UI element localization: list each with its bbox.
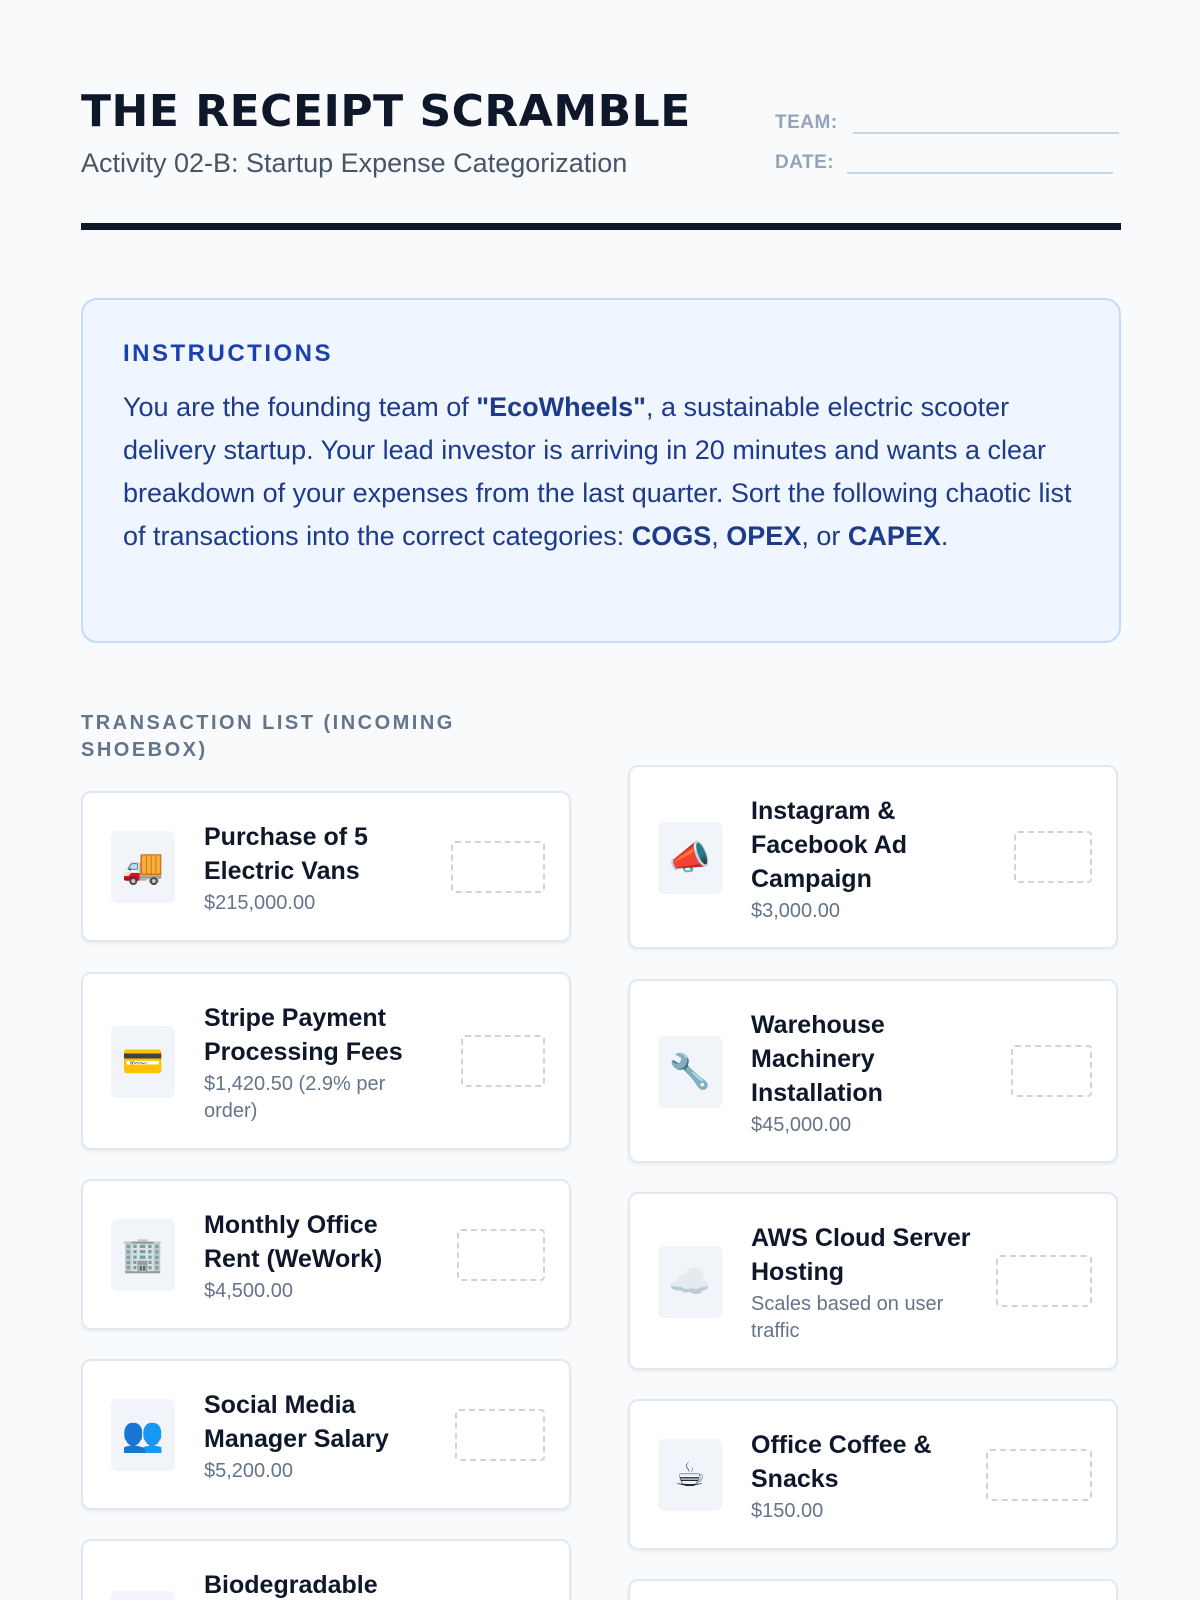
team-label: TEAM: bbox=[775, 112, 838, 133]
category-opex: OPEX bbox=[726, 521, 802, 551]
category-cogs: COGS bbox=[631, 521, 712, 551]
category-drop-slot[interactable] bbox=[457, 1229, 545, 1281]
delivery-van-icon: 🚚 bbox=[111, 831, 175, 903]
category-drop-slot[interactable] bbox=[996, 1255, 1092, 1307]
transaction-card[interactable] bbox=[628, 765, 1118, 949]
transaction-amount: $1,420.50 (2.9% per order) bbox=[204, 1073, 386, 1122]
credit-card-icon: 💳 bbox=[111, 1026, 175, 1098]
date-input-line[interactable] bbox=[847, 150, 1113, 174]
header-divider bbox=[81, 223, 1121, 230]
transaction-name: Warehouse Machinery Installation bbox=[751, 1011, 885, 1107]
date-label: DATE: bbox=[775, 152, 835, 173]
transaction-card[interactable] bbox=[628, 979, 1118, 1163]
transaction-card[interactable] bbox=[628, 1192, 1118, 1370]
category-drop-slot[interactable] bbox=[455, 1409, 545, 1461]
transaction-amount: $215,000.00 bbox=[204, 892, 316, 914]
transaction-card[interactable] bbox=[81, 1359, 571, 1510]
transaction-amount: $4,500.00 bbox=[204, 1280, 293, 1302]
wrench-icon: 🔧 bbox=[658, 1036, 722, 1108]
transaction-name: Instagram & Facebook Ad Campaign bbox=[751, 797, 908, 893]
transaction-name: Biodegradable bbox=[204, 1571, 378, 1599]
transaction-list-label: TRANSACTION LIST (INCOMING SHOEBOX) bbox=[81, 712, 455, 761]
company-name: "EcoWheels" bbox=[476, 392, 646, 422]
transaction-name: Stripe Payment Processing Fees bbox=[204, 1004, 403, 1066]
transaction-amount: $150.00 bbox=[751, 1500, 824, 1522]
package-icon bbox=[111, 1591, 175, 1600]
transaction-name: Monthly Office Rent (WeWork) bbox=[204, 1211, 383, 1273]
category-drop-slot[interactable] bbox=[1011, 1045, 1092, 1097]
transaction-card[interactable] bbox=[628, 1399, 1118, 1550]
instructions-title: INSTRUCTIONS bbox=[123, 340, 333, 367]
cloud-icon: ☁️ bbox=[658, 1246, 722, 1318]
office-building-icon: 🏢 bbox=[111, 1219, 175, 1291]
transaction-amount: $45,000.00 bbox=[751, 1114, 852, 1136]
page-title: THE RECEIPT SCRAMBLE bbox=[81, 86, 691, 137]
transaction-name: Purchase of 5 Electric Vans bbox=[204, 823, 368, 885]
transaction-amount: Scales based on user traffic bbox=[751, 1293, 944, 1342]
transaction-card[interactable] bbox=[81, 791, 571, 942]
transaction-card[interactable] bbox=[81, 1179, 571, 1330]
transaction-card[interactable] bbox=[81, 1539, 571, 1600]
transaction-amount: $5,200.00 bbox=[204, 1460, 293, 1482]
megaphone-icon: 📣 bbox=[658, 822, 722, 894]
team-field bbox=[775, 110, 1119, 134]
coffee-cup-icon: ☕ bbox=[658, 1439, 722, 1511]
category-drop-slot[interactable] bbox=[461, 1035, 545, 1087]
transaction-name: Social Media Manager Salary bbox=[204, 1391, 389, 1453]
page-subtitle: Activity 02-B: Startup Expense Categorization bbox=[81, 148, 628, 178]
transaction-card[interactable] bbox=[628, 1579, 1118, 1600]
team-input-line[interactable] bbox=[853, 110, 1119, 134]
category-capex: CAPEX bbox=[847, 521, 941, 551]
category-drop-slot[interactable] bbox=[986, 1449, 1092, 1501]
people-icon: 👥 bbox=[111, 1399, 175, 1471]
category-drop-slot[interactable] bbox=[1014, 831, 1092, 883]
transaction-name: Office Coffee & Snacks bbox=[751, 1431, 932, 1493]
instructions-box bbox=[81, 298, 1121, 643]
worksheet-header bbox=[81, 80, 1121, 230]
date-field bbox=[775, 150, 1113, 174]
transaction-amount: $3,000.00 bbox=[751, 900, 840, 922]
instructions-text: You are the founding team of "EcoWheels", a sustainable electric scooter delivery startup. Your lead investor is arriving in 20 minutes and wants a clear breakdown of your expenses from the last quarter. Sort the following chaotic list of transactions into the correct categories: COGS, OPEX, or CAPEX. bbox=[123, 392, 1072, 551]
transaction-card[interactable] bbox=[81, 972, 571, 1150]
category-drop-slot[interactable] bbox=[451, 841, 545, 893]
transaction-name: AWS Cloud Server Hosting bbox=[751, 1224, 971, 1286]
